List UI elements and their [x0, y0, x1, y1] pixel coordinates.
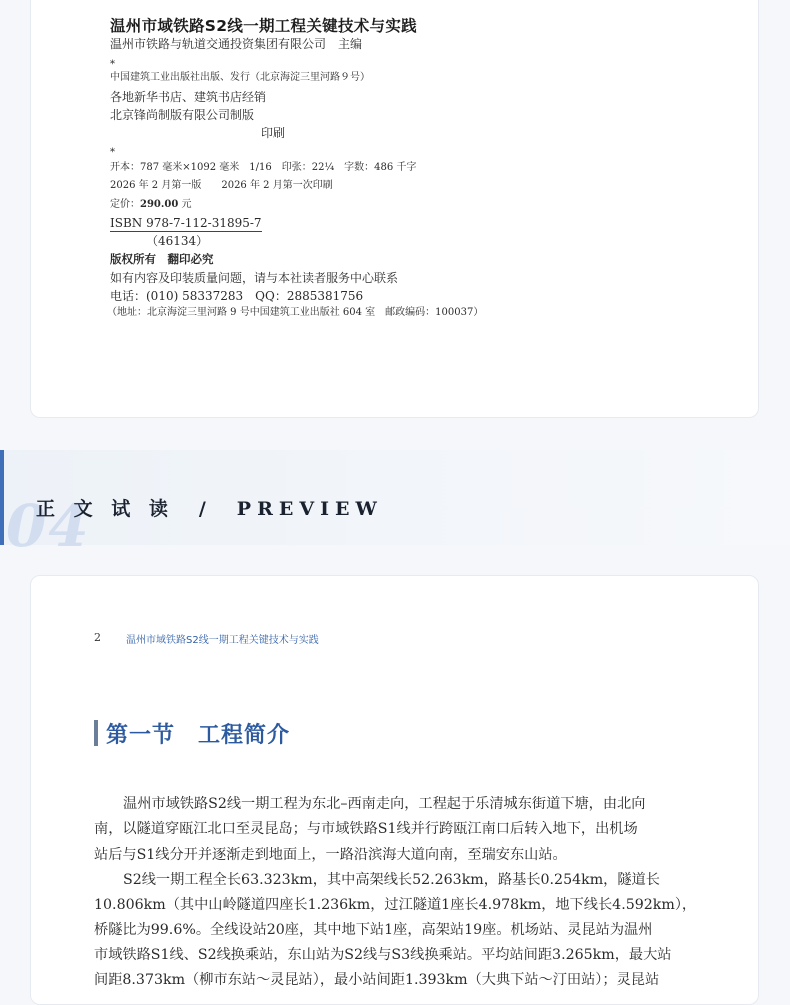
- body-line: 间距8.373km（柳市东站～灵昆站），最小站间距1.393km（大典下站～汀田站）；灵昆站: [94, 972, 660, 988]
- price-value: 290.00: [140, 199, 179, 210]
- body-line: 10.806km（其中山岭隧道四座长1.236km，过江隧道1座长4.978km，地下线长4.592km），: [94, 897, 697, 913]
- body-line: 桥隧比为99.6%。全线设站20座，其中地下站1座，高架站19座。机场站、灵昆站为温州: [94, 922, 653, 938]
- page-number: 2: [94, 631, 101, 644]
- price-line: [110, 200, 191, 210]
- price-label: 定价：: [110, 199, 140, 210]
- body-line: 南，以隧道穿瓯江北口至灵昆岛；与市域铁路S1线并行跨瓯江南口后转入地下，出机场: [94, 821, 638, 837]
- publisher-line: 中国建筑工业出版社出版、发行（北京海淀三里河路９号）: [110, 72, 370, 83]
- preview-heading: 正 文 试 读 / PREVIEW: [36, 498, 383, 520]
- body-line: 站后与S1线分开并逐渐走到地面上，一路沿滨海大道向南，至瑞安东山站。: [94, 847, 567, 863]
- section-number-watermark: 04: [6, 492, 91, 560]
- price-unit: 元: [181, 199, 192, 210]
- platemaker-line: 北京锋尚制版有限公司制版: [110, 108, 255, 122]
- isbn-code: （46134）: [146, 234, 209, 248]
- preview-banner: [0, 450, 790, 560]
- banner-accent-bar: [0, 450, 4, 545]
- service-note: 如有内容及印装质量问题，请与本社读者服务中心联系: [110, 271, 399, 285]
- printer-line: 印刷: [261, 126, 286, 140]
- edition-line: 2026 年 2 月第一版 2026 年 2 月第一次印刷: [110, 180, 333, 191]
- body-line: 市域铁路S1线、S2线换乘站，东山站为S2线与S3线换乘站。平均站间距3.265km，最大站: [94, 947, 672, 963]
- isbn-line: ISBN 978-7-112-31895-7: [110, 216, 262, 230]
- separator-star: *: [110, 147, 115, 158]
- separator-star: *: [110, 59, 115, 70]
- section-title: 第一节 工程简介: [106, 723, 291, 748]
- phone-qq-line: 电话：(010) 58337283 QQ：2885381756: [110, 289, 364, 303]
- address-line: （地址：北京海淀三里河路 9 号中国建筑工业出版社 604 室 邮政编码：100037）: [107, 307, 484, 318]
- rights-line: 版权所有 翻印必究: [110, 252, 214, 266]
- distributor-line: 各地新华书店、建筑书店经销: [110, 90, 267, 104]
- book-title: 温州市域铁路S2线一期工程关键技术与实践: [110, 17, 417, 35]
- section-marker: [94, 720, 98, 746]
- editor-line: 温州市铁路与轨道交通投资集团有限公司 主编: [110, 37, 363, 51]
- format-line: 开本：787 毫米×1092 毫米 1/16 印张：22¼ 字数：486 千字: [110, 162, 417, 173]
- body-line: S2线一期工程全长63.323km，其中高架线长52.263km，路基长0.254km，隧道长: [123, 872, 660, 888]
- running-title: 温州市域铁路S2线一期工程关键技术与实践: [126, 635, 319, 646]
- body-line: 温州市域铁路S2线一期工程为东北–西南走向，工程起于乐清城东街道下塘，由北向: [123, 796, 646, 812]
